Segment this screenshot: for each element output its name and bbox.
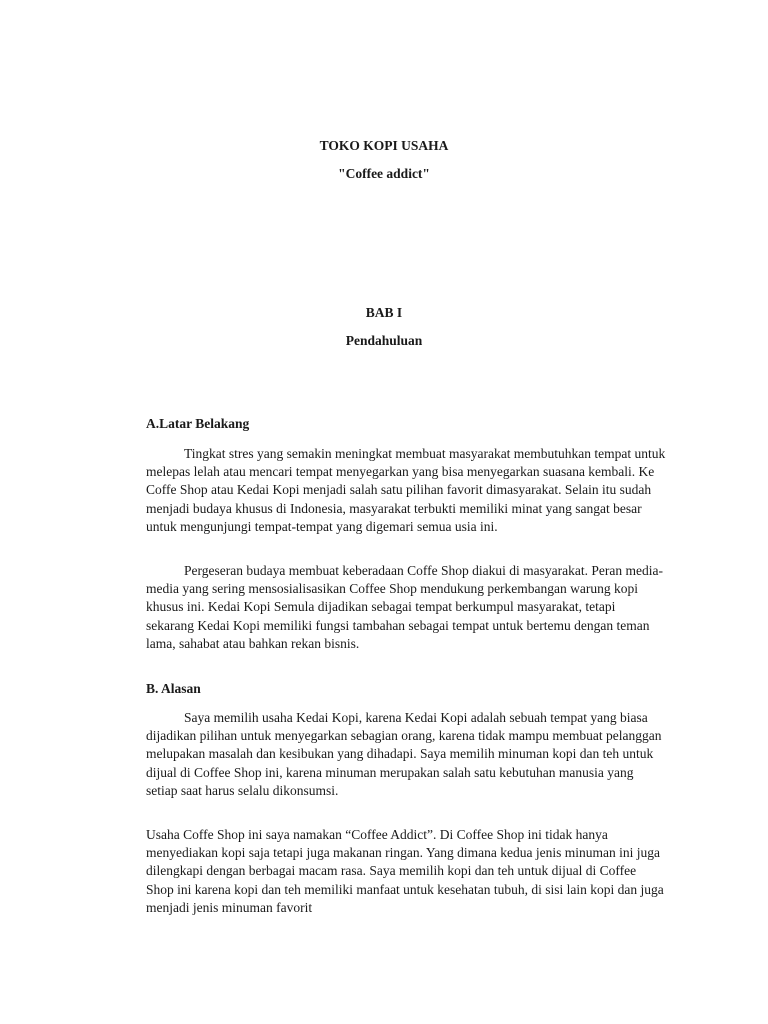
section-heading-latar-belakang: A.Latar Belakang [146, 416, 250, 431]
paragraph: Pergeseran budaya membuat keberadaan Coffe Shop diakui di masyarakat. Peran media-media yang sering mensosialisasikan Coffee Shop mendukung perkembangan warung kopi khusus ini. Kedai Kopi Semula dijadikan sebagai tempat berkumpul masyarakat, tetapi sekarang Kedai Kopi memiliki fungsi tambahan sebagai tempat untuk bertemu dengan teman lama, sahabat atau bahkan rekan bisnis. [146, 563, 663, 651]
section-heading-alasan: B. Alasan [146, 681, 201, 696]
document-subtitle: "Coffee addict" [338, 166, 430, 181]
chapter-title: Pendahuluan [345, 333, 423, 348]
paragraph: Saya memilih usaha Kedai Kopi, karena Kedai Kopi adalah sebuah tempat yang biasa dijadikan pilihan untuk menyegarkan sebagian orang, karena tidak mampu membuat pelanggan melupakan masalah dan kesibukan yang dihadapi. Saya memilih minuman kopi dan teh untuk dijual di Coffee Shop ini, karena minuman merupakan salah satu kebutuhan manusia yang setiap saat harus selalu dikonsumsi. [146, 710, 662, 798]
chapter-number: BAB I [365, 305, 403, 320]
paragraph: Tingkat stres yang semakin meningkat membuat masyarakat membutuhkan tempat untuk melepas lelah atau mencari tempat menyegarkan yang bisa menyegarkan suasana kembali. Ke Coffe Shop atau Kedai Kopi menjadi salah satu pilihan favorit dimasyarakat. Selain itu sudah menjadi budaya khusus di Indonesia, masyarakat terbukti memiliki minat yang sangat besar untuk mengunjungi tempat-tempat yang digemari semua usia ini. [146, 446, 666, 534]
paragraph: Usaha Coffe Shop ini saya namakan “Coffee Addict”. Di Coffee Shop ini tidak hanya menyediakan kopi saja tetapi juga makanan ringan. Yang dimana kedua jenis minuman ini juga dilengkapi dengan berbagai macam rasa. Saya memilih kopi dan teh untuk dijual di Coffee Shop ini karena kopi dan teh memiliki manfaat untuk kesehatan tubuh, di sisi lain kopi dan juga menjadi jenis minuman favorit [146, 827, 664, 915]
document-title: TOKO KOPI USAHA [319, 138, 449, 153]
